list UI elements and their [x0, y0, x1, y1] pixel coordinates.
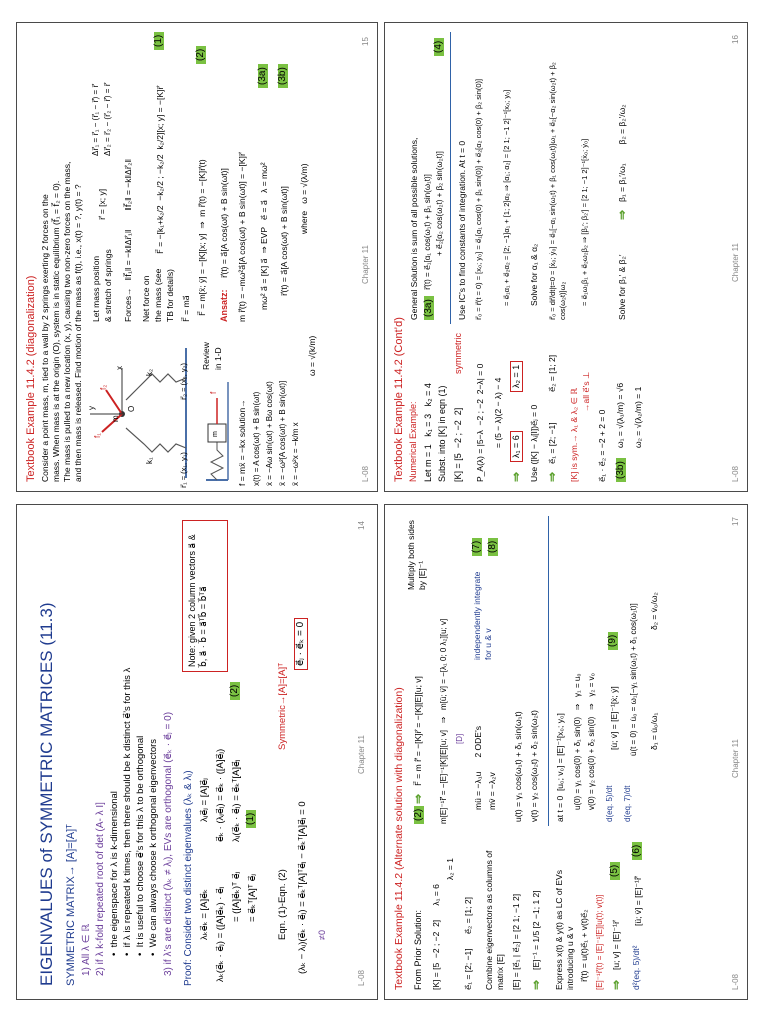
equation: Δr⃗₁ = r⃗₁ − (r⃗₁ − r⃗) = r⃗ [91, 84, 100, 156]
equation-tag: (3a) [258, 64, 268, 88]
text-line: Combine eigenvectors as columns of matrix [E] [484, 850, 505, 990]
equation: e⃗ₖ · (λⱼe⃗ⱼ) = e⃗ₖ · ([A]e⃗ⱼ) [215, 748, 226, 842]
text-line: The mass is pulled to a new location (x, y), causing two non-zero forces on the mass, [62, 161, 72, 482]
slide-content [384, 504, 748, 1000]
text-line: Solve for α₁ & α₂ [529, 243, 539, 306]
text-line: Symmetric→[A]=[A]ᵀ [277, 662, 288, 750]
equation: ẍ = −ω²[A cos(ωt) + B sin(ωt)] [278, 380, 287, 486]
equation: Forces→ ‖f⃗₁‖ = −k‖Δr⃗₁‖ ‖f⃗₂‖ = −k‖Δr⃗₂‖ [123, 158, 133, 322]
text-line: Express x(t) & y(t) as LC of EVs introducing u & v [554, 870, 575, 990]
equation: λₖ(e⃗ₖ · e⃗ⱼ) = ([A]e⃗ₖ) · e⃗ⱼ [215, 886, 226, 982]
slide-content [16, 504, 378, 1000]
text-line: Subst. into [K] in eqn (1) [437, 385, 447, 482]
slide-title: Textbook Example 11.4.2 (diagonalization) [25, 275, 37, 482]
annotation: [K] is sym.→ λ₁ & λ₂ ∈ ℝ [569, 388, 579, 482]
equation: F⃗ = m[ẍ; ÿ] = −[K][x; y] ⇒ m r⃗̈(t) = −[K]r⃗(t) [197, 159, 207, 316]
text-line: Net force on [141, 275, 151, 322]
spring-1 [126, 428, 186, 452]
text-line: Eqn. (1)-Eqn. (2) [277, 869, 288, 940]
proof-line: Proof: Consider two distinct eigenvalues (λₖ & λⱼ) [183, 770, 194, 986]
equation: F⃗ = ma⃗ [181, 295, 191, 322]
equation: r⃗ = [x; y] [97, 188, 107, 220]
equation-tag: (1) [154, 32, 164, 50]
page-number: 17 [731, 517, 740, 526]
label-force: f [209, 391, 218, 394]
review-label: Review [201, 342, 211, 370]
text-line: SYMMETRIC MATRIX→ [A]=[A]ᵀ [65, 824, 77, 986]
equation: [E] = [e⃗₁ | e⃗₂] = [2 1; −1 2] [511, 893, 521, 990]
label-y: y [87, 406, 96, 410]
equation: [u; v] = [E]⁻¹r⃗ [611, 920, 621, 970]
equation: δ₂ = v̇₀/ω₂ [649, 592, 659, 630]
page-number: 16 [731, 35, 740, 44]
equation: ẋ = −Aω sin(ωt) + Bω cos(ωt) [265, 381, 274, 486]
equation: = e⃗₁α₁ + e⃗₂α₂ = [2; −1]α₁ + [1; 2]α₂ ⇒ [α₁; α₂] = [2 1; −1 2]⁻¹[x₀; y₀] [502, 89, 511, 306]
equation: d(eq. 7)/dt [623, 785, 632, 822]
equation: [K] = [5 −2 ; −2 2] λ₁ = 6 [431, 884, 441, 990]
equation: u(0) = γ₁ cos(0) + δ₁ sin(0) ⇒ γ₁ = u₀ [573, 673, 582, 810]
page-number: 15 [361, 37, 370, 46]
equation: e⃗₁ = [2; −1] [547, 422, 557, 464]
equation: [K] = [5 −2 ; −2 2] [453, 407, 463, 482]
footer-chapter: Chapter 11 [731, 243, 740, 282]
bullet: • We can always choose k orthogonal eigenvectors [148, 738, 159, 956]
equation: [E]⁻¹ = 1/5 [2 −1; 1 2] [531, 890, 541, 970]
equation: e⃗₂ = [1; 2] [547, 354, 557, 392]
equation: r⃗₀ = r⃗(t = 0) = [x₀; y₀] = e⃗₁[α₁ cos(0) + β₁ sin(0)] + e⃗₂[α₂ cos(0) + β₂ sin(0)] [474, 78, 483, 320]
ansatz-label: Ansatz: [219, 289, 229, 322]
equation-tag: (7) [472, 538, 482, 556]
equation: r⃗(t) = u(t)e⃗₁ + v(t)e⃗₂ [579, 909, 589, 982]
eigenvalue-box: λ₁ = 6 [510, 431, 523, 462]
label-mass: m [212, 431, 219, 437]
annotation: symmetric [453, 333, 463, 374]
slide-title: Textbook Example 11.4.2 (Cont’d) [393, 317, 405, 482]
equation: e⃗₁ · e⃗₂ = −2 + 2 = 0 [597, 409, 607, 482]
equation: ẍ = −ω²x = −k/m x [291, 422, 300, 486]
text-line: 3) if λ’s are distinct (λₖ ≠ λⱼ), EVs are orthogonal (e⃗ₖ · e⃗ⱼ = 0) [163, 711, 174, 976]
equation: mv̈ = −λ₂v [487, 772, 497, 810]
equation-tag: (1) [246, 810, 256, 828]
slide-title: Textbook Example 11.4.2 (Alternate solution with diagonalization) [393, 687, 405, 990]
label-f1: f₁ [93, 433, 102, 438]
equation: mü = −λ₁u 2 ODE’s [473, 726, 483, 810]
equation: r⃗̇₀ = dr⃗/dt|t=0 = [ẋ₀; ẏ₀] = e⃗₁[−α₁ sin(ω₁t) + β₁ cos(ω₁t)]ω₁ + e⃗₂[−α₂ sin(ω₂t) + β₂ cos(ω₂t)]ω₂ [548, 62, 567, 320]
equation: x(t) = A cos(ωt) + B sin(ωt) [252, 391, 261, 486]
arrow-icon: ⇒ [609, 979, 623, 990]
equation: = e⃗ₖᵀ[A]ᵀ e⃗ⱼ [247, 873, 258, 922]
footer-label: L-08 [361, 465, 370, 482]
bullet: • if λ is repeated k times, then there should be k distinct e⃗’s for this λ [122, 667, 133, 956]
equation: v(0) = γ₂ cos(0) + δ₂ sin(0) ⇒ γ₂ = v₀ [587, 673, 596, 810]
label-k1: k₁ [145, 457, 154, 464]
review-label: in 1-D [213, 347, 223, 370]
equation: F⃗ = −[k₁+k₂/2 −k₂/2 ; −k₂/2 k₂/2][x; y] = −[K]r⃗ [155, 86, 165, 254]
label-k2: k₂ [145, 368, 154, 376]
equation: Δr⃗₂ = r⃗₂ − (r⃗₂ − r⃗) = r⃗ [103, 83, 112, 156]
equation: δ₁ = u̇₀/ω₁ [649, 712, 659, 750]
slide-example-diagonalization [16, 22, 378, 492]
equation: = ([A]e⃗ₖ)ᵀ e⃗ⱼ [231, 871, 242, 922]
text-line: From Prior Solution: [413, 909, 423, 990]
equation: ω = √(k/m) [307, 335, 317, 376]
force-f2-arrow [106, 390, 122, 414]
text-line: Let m = 1 k₁ = 3 k₂ = 4 [423, 383, 433, 482]
equation: Use ([K] − λⱼ[I])e⃗ⱼ = 0 [529, 404, 539, 482]
equation: e⃗₁ = [2; −1] e⃗₂ = [1; 2] [463, 897, 473, 990]
text-line: independently integrate for u & v [472, 571, 493, 660]
text-line: Let mass position [91, 255, 101, 322]
equation: = e⃗₁ω₁β₁ + e⃗₂ω₂β₂ ⇒ [β₁′; β₂′] = [2 1; −1 2]⁻¹[ẋ₀; ẏ₀] [580, 138, 589, 306]
equation: λ₂ = 1 [445, 858, 455, 880]
eigenvalue-box: λ₂ = 1 [510, 361, 523, 392]
equation-tag: (3b) [616, 458, 626, 482]
slide-example-contd [384, 22, 748, 492]
arrow-icon: ⇒ [411, 793, 425, 804]
label-m: m [111, 415, 120, 422]
arrow-icon: ⇒ [509, 471, 523, 482]
equation: m r⃗̈(t) = −mω²a⃗[A cos(ωt) + B sin(ωt)] = −[K]r⃗ [237, 152, 247, 322]
equation: P_A(λ) = |5−λ −2 ; −2 2−λ| = 0 [475, 363, 485, 482]
arrow-icon: ⇒ [615, 209, 629, 220]
footer-label: L-08 [731, 973, 740, 990]
footer-chapter: Chapter 11 [357, 735, 366, 774]
equation: r⃗(t) = e⃗₁[α₁ cos(ω₁t) + β₁ sin(ω₁t)] [423, 174, 432, 290]
equation-tag: (2) [196, 46, 206, 64]
equation: [E]⁻¹r⃗(t) = [E]⁻¹[E][u(t); v(t)] [595, 894, 604, 990]
page-number: 14 [357, 521, 366, 530]
label-origin: O [127, 405, 136, 412]
text-line: Consider a point mass, m, tied to a wall by 2 springs exerting 2 forces on the [40, 194, 50, 482]
equation: β₁ = β₁′/ω₁ β₂ = β₂′/ω₂ [617, 104, 627, 202]
equation: d²(eq. 5)/dt² [631, 945, 641, 990]
equation-tag: (6) [632, 842, 642, 860]
equation-tag: (8) [488, 538, 498, 556]
text-line: Numerical Example: [408, 401, 418, 482]
equation: [u̇; v̇] = [E]⁻¹[ẋ; ẏ] [609, 686, 619, 750]
equation: at t = 0 [u₀; v₀] = [E]⁻¹[x₀; y₀] [555, 713, 565, 822]
text-line: & stretch of springs [103, 249, 113, 322]
bullet: • It is useful to choose e⃗’s for this λ to be orthogonal [135, 735, 146, 956]
equation: v(t) = γ₂ cos(ω₂t) + δ₂ sin(ω₂t) [529, 710, 539, 822]
equation: [ü; v̈] = [E]⁻¹r⃗̈ [633, 876, 643, 926]
footer-chapter: Chapter 11 [361, 245, 370, 284]
equation-tag: (3b) [278, 64, 288, 88]
text-line: 1) All λ ∈ ℝ [81, 923, 92, 976]
equation-tag: (5) [610, 862, 620, 880]
text-line: mass. When mass is at the origin (O), system is in static equilibrium (f⃗₁ = f⃗₂ = 0). [51, 180, 61, 482]
equation: m[E]⁻¹r⃗̈ = −[E]⁻¹[K][E][u; v] ⇒ m[ü; v̈] = −[λ₁ 0; 0 λ₂][u; v] [439, 618, 448, 824]
text-line: the mass (see [153, 268, 163, 322]
arrow-icon: ⇒ [529, 979, 543, 990]
bullet: • the eigenspace for λ is k-dimensional [109, 791, 120, 956]
equation: ω₁ = √(λ₁/m) = √6 [615, 382, 625, 448]
text-line: 2) if λ k-fold repeated root of det (A- λ I] [95, 802, 106, 976]
equation: (λₖ − λⱼ)(e⃗ₖ · e⃗ⱼ) = e⃗ₖᵀ[A]ᵀe⃗ⱼ − e⃗ₖᵀ[A]e⃗ⱼ = 0 [297, 801, 308, 974]
label-r2: r⃗₂ = (x₂, y₂) [179, 362, 188, 400]
equation: + e⃗₂[α₂ cos(ω₂t) + β₂ sin(ω₂t)] [435, 151, 444, 256]
spring [211, 442, 223, 480]
divider [450, 32, 451, 324]
equation: λₖe⃗ₖ = [A]e⃗ₖ [199, 888, 210, 940]
annotation: →all e⃗’s ⊥ [581, 371, 591, 412]
equation: λⱼ(e⃗ₖ · e⃗ⱼ) = e⃗ₖᵀ[A]e⃗ⱼ [231, 759, 242, 842]
label-f2: f₂ [99, 384, 108, 390]
equation-tag: (9) [608, 632, 618, 650]
equation: u̇(t = 0) = u̇₀ = ω₁[−γ₁ sin(ω₁t) + δ₁ cos(ω₁t)] [629, 603, 638, 756]
equation: F⃗ = m r⃗̈ = −[K]r⃗ = −[K][E][u; v] [413, 676, 423, 786]
equation: mω² a⃗ = [K] a⃗ ⇒ EVP e⃗ = a⃗ λ = mω² [259, 162, 269, 310]
equation: where ω = √(λ/m) [299, 163, 309, 234]
slide-title: EIGENVALUES of SYMMETRIC MATRICES (11.3) [37, 602, 56, 986]
footer-label: L-08 [357, 969, 366, 986]
equation-tag: (2) [230, 682, 240, 700]
slide-eigenvalues-symmetric [16, 504, 378, 1000]
text-line: ≠0 [317, 930, 327, 940]
equation-tag: (4) [434, 38, 444, 56]
equation: f = mẍ = −kx solution→ [237, 399, 247, 486]
conclusion-box: e⃗ⱼ · e⃗ₖ = 0 [294, 618, 308, 670]
label-x: x [115, 366, 124, 370]
one-d-spring-diagram [202, 372, 232, 482]
text-line: Solve for β₁′ & β₂′ [617, 254, 627, 320]
divider [548, 516, 549, 826]
equation-tag: (2) [414, 806, 424, 824]
footer-chapter: Chapter 11 [731, 739, 740, 778]
text-line: Use IC’s to find constants of integration. At t = 0 [457, 140, 467, 320]
equation: r⃗(t) = a⃗[A cos(ωt) + B sin(ωt)] [219, 168, 229, 278]
slide-alternate-solution [384, 504, 748, 1000]
spring-2 [126, 374, 186, 400]
equation: d(eq. 5)/dt [605, 785, 614, 822]
equation: = (5 − λ)(2 − λ) − 4 [493, 377, 503, 448]
arrow-icon: ⇒ [545, 471, 559, 482]
text-line: Multiply both sides by [E]⁻¹ [406, 520, 427, 590]
text-line: General Solution is sum of all possible solutions, [409, 137, 419, 320]
equation: λⱼe⃗ⱼ = [A]e⃗ⱼ [199, 778, 210, 822]
slide-content [384, 22, 748, 492]
label-r1: r⃗₁ = (x₁, y₁) [179, 452, 188, 488]
slide-content [16, 22, 378, 492]
equation-tag: (3a) [424, 296, 434, 320]
annotation: [D] [455, 733, 464, 744]
equation: r⃗(t) = a⃗[A cos(ωt) + B sin(ωt)] [279, 186, 289, 296]
equation: u(t) = γ₁ cos(ω₁t) + δ₁ sin(ω₁t) [513, 711, 523, 822]
note-box: Note: given 2 column vectors a⃗ & b⃗, a⃗ · b⃗ = a⃗ᵀb⃗ = b⃗ᵀa⃗ [182, 520, 228, 672]
footer-label: L-08 [731, 465, 740, 482]
equation: ω₂ = √(λ₂/m) = 1 [633, 386, 643, 448]
text-line: TB for details) [165, 269, 175, 322]
text-line: and then mass is released. Find motion of the mass as f(t), i.e., x(t) = ?, y(t) = ? [73, 184, 83, 482]
